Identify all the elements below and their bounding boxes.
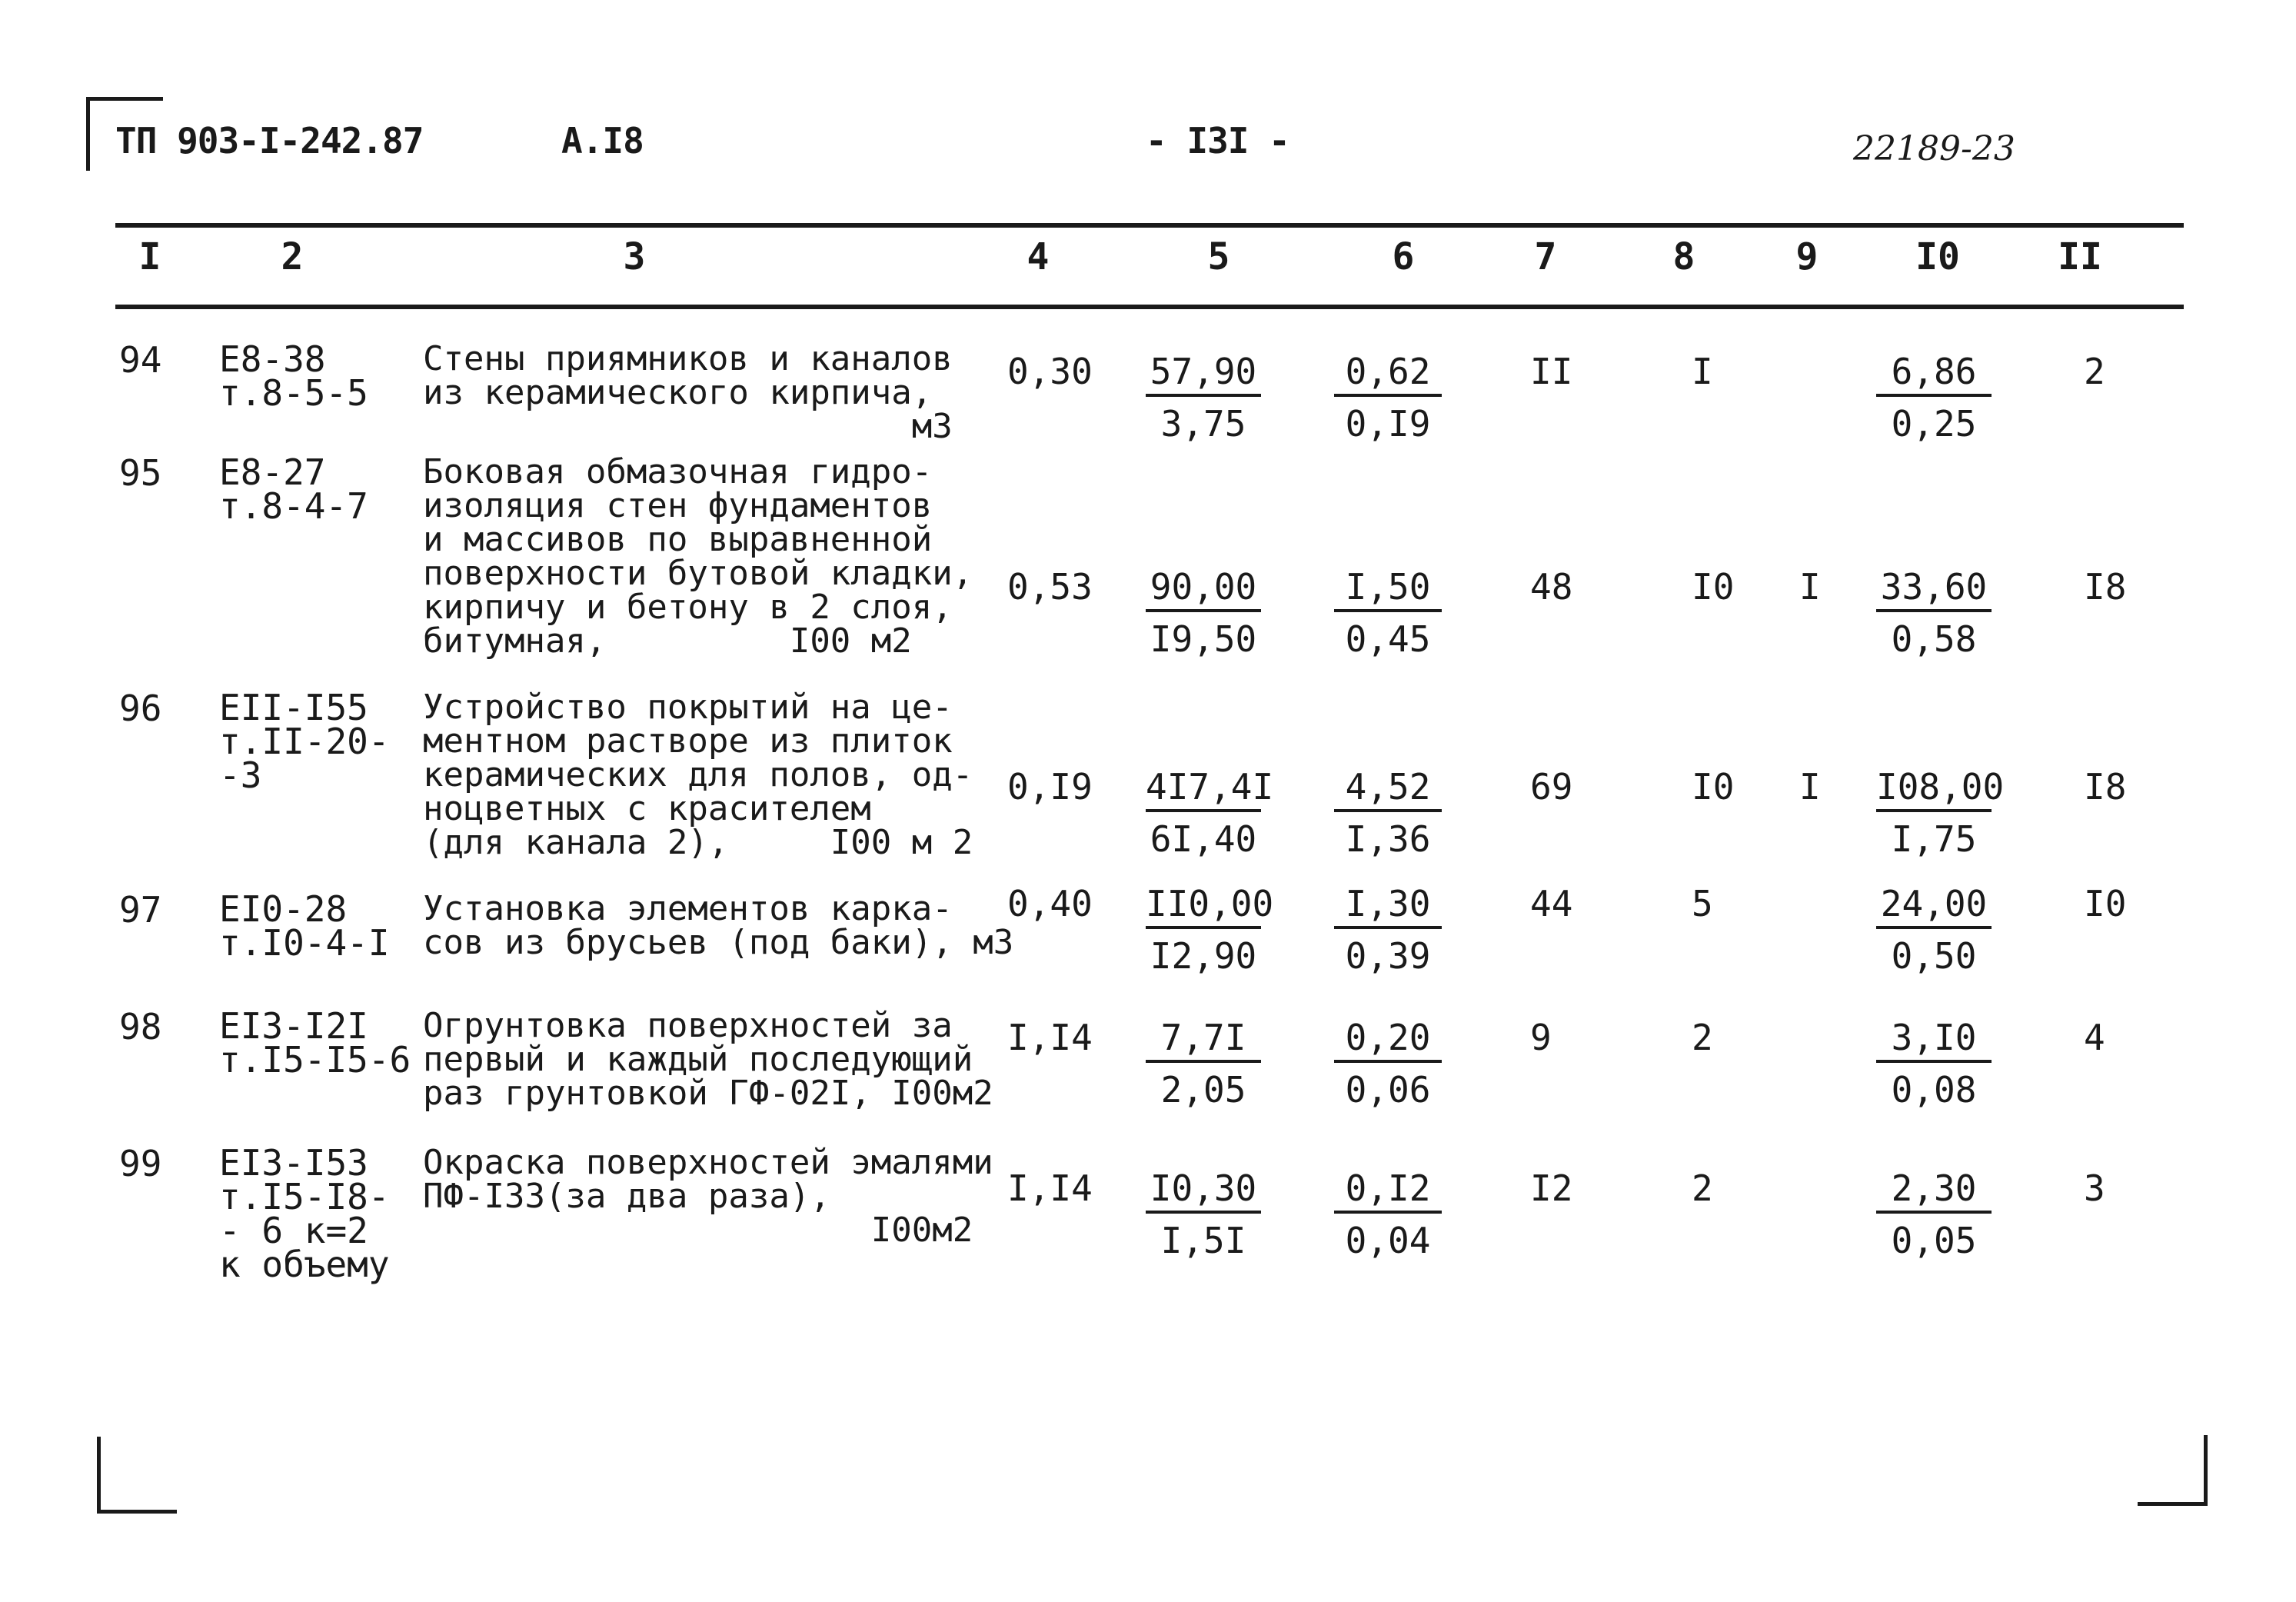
col-7-value: 9 <box>1530 1017 1552 1058</box>
wages-denominator: 0,04 <box>1345 1220 1431 1261</box>
album-number: А.I8 <box>561 120 644 162</box>
col-7-value: I2 <box>1530 1167 1573 1209</box>
unit-cost-denominator: 3,75 <box>1160 403 1246 445</box>
wages-numerator: 0,I2 <box>1334 1171 1442 1214</box>
col-9-value: I <box>1799 566 1821 608</box>
total-cost-denominator: 0,58 <box>1891 618 1977 660</box>
document-code: ТП 903-I-242.87 <box>115 120 424 162</box>
col-8-value: 2 <box>1692 1017 1713 1058</box>
total-cost-numerator: 33,60 <box>1876 569 1992 612</box>
col-7-value: 48 <box>1530 566 1573 608</box>
corner-mark-bottom-left-h <box>97 1510 177 1514</box>
wages-denominator: 0,I9 <box>1345 403 1431 445</box>
col-8-value: 5 <box>1692 883 1713 924</box>
col-8-value: I0 <box>1692 766 1735 808</box>
wages-denominator: 0,39 <box>1345 935 1431 977</box>
col-11-value: I8 <box>2084 766 2127 808</box>
col-7-value: 69 <box>1530 766 1573 808</box>
wages <box>1334 766 1442 860</box>
total-cost <box>1876 351 1992 445</box>
col-8-value: 2 <box>1692 1167 1713 1209</box>
unit-cost-numerator: 57,90 <box>1146 354 1261 397</box>
col-11-value: I0 <box>2084 883 2127 924</box>
corner-mark-bottom-right <box>2204 1435 2208 1506</box>
unit-cost-numerator: II0,00 <box>1146 886 1261 929</box>
wages-denominator: 0,45 <box>1345 618 1431 660</box>
col-11-value: 2 <box>2084 351 2105 392</box>
unit-cost <box>1146 883 1274 977</box>
unit-cost-denominator: I,5I <box>1160 1220 1246 1261</box>
unit-cost <box>1146 351 1261 445</box>
column-header-5: 5 <box>1207 235 1230 278</box>
column-header-2: 2 <box>281 235 304 278</box>
col-7-value: II <box>1530 351 1573 392</box>
price-code: ЕI3-I53 т.I5-I8- - 6 к=2 к объему <box>219 1142 390 1285</box>
column-header-9: 9 <box>1795 235 1818 278</box>
total-cost-denominator: 0,50 <box>1891 935 1977 977</box>
wages-numerator: 4,52 <box>1334 769 1442 812</box>
wages-numerator: 0,62 <box>1334 354 1442 397</box>
total-cost-denominator: 0,05 <box>1891 1220 1977 1261</box>
total-cost <box>1876 1017 1992 1111</box>
work-description: Установка элементов карка- сов из брусьев (под баки), м3 <box>423 889 1014 962</box>
wages <box>1334 1167 1442 1261</box>
total-cost <box>1876 1167 1992 1261</box>
column-header-10: I0 <box>1915 235 1960 278</box>
wages-numerator: I,50 <box>1334 569 1442 612</box>
row-number: 99 <box>119 1143 162 1184</box>
wages <box>1334 351 1442 445</box>
price-code: ЕI0-28 т.I0-4-I <box>219 888 390 964</box>
total-cost-numerator: 3,I0 <box>1876 1020 1992 1063</box>
col-11-value: 4 <box>2084 1017 2105 1058</box>
column-header-8: 8 <box>1672 235 1695 278</box>
column-header-1: I <box>138 235 161 278</box>
col-9-value: I <box>1799 766 1821 808</box>
unit-cost <box>1146 1017 1261 1111</box>
row-number: 98 <box>119 1006 162 1047</box>
quantity: 0,30 <box>1007 351 1093 392</box>
total-cost-denominator: 0,08 <box>1891 1069 1977 1111</box>
col-8-value: I0 <box>1692 566 1735 608</box>
col-11-value: 3 <box>2084 1167 2105 1209</box>
total-cost-numerator: 24,00 <box>1876 886 1992 929</box>
unit-cost-numerator: 90,00 <box>1146 569 1261 612</box>
work-description: Огрунтовка поверхностей за первый и каждый последующий раз грунтовкой ГФ-02I, I00м2 <box>423 1006 993 1113</box>
wages <box>1334 566 1442 660</box>
wages-numerator: 0,20 <box>1334 1020 1442 1063</box>
wages <box>1334 1017 1442 1111</box>
unit-cost-denominator: 6I,40 <box>1150 818 1257 860</box>
work-description: Боковая обмазочная гидро- изоляция стен фундаментов и массивов по выравненной поверхности бутовой кладки, кирпичу и бетону в 2 слоя, битумная, I00 м2 <box>423 452 973 661</box>
quantity: 0,53 <box>1007 566 1093 608</box>
work-description: Окраска поверхностей эмалями ПФ-I33(за два раза), I00м2 <box>423 1143 993 1250</box>
row-number: 97 <box>119 889 162 931</box>
unit-cost-numerator: I0,30 <box>1146 1171 1261 1214</box>
table-top-rule <box>115 223 2184 228</box>
handwritten-inventory-number: 22189-23 <box>1853 129 2015 168</box>
total-cost <box>1876 766 2005 860</box>
corner-mark-top-left-h <box>86 97 163 101</box>
total-cost-numerator: I08,00 <box>1876 769 1992 812</box>
unit-cost-denominator: I9,50 <box>1150 618 1257 660</box>
wages <box>1334 883 1442 977</box>
row-number: 96 <box>119 688 162 729</box>
corner-mark-bottom-right-h <box>2138 1502 2208 1506</box>
unit-cost <box>1146 1167 1261 1261</box>
corner-mark-bottom-left <box>97 1437 101 1514</box>
total-cost-numerator: 2,30 <box>1876 1171 1992 1214</box>
column-header-4: 4 <box>1027 235 1050 278</box>
unit-cost-numerator: 7,7I <box>1146 1020 1261 1063</box>
total-cost-denominator: I,75 <box>1891 818 1977 860</box>
col-8-value: I <box>1692 351 1713 392</box>
total-cost-denominator: 0,25 <box>1891 403 1977 445</box>
quantity: 0,40 <box>1007 883 1093 924</box>
price-code: Е8-27 т.8-4-7 <box>219 451 368 527</box>
work-description: Стены приямников и каналов из керамического кирпича, м3 <box>423 339 953 446</box>
col-11-value: I8 <box>2084 566 2127 608</box>
wages-numerator: I,30 <box>1334 886 1442 929</box>
price-code: Е8-38 т.8-5-5 <box>219 338 368 414</box>
unit-cost-denominator: 2,05 <box>1160 1069 1246 1111</box>
col-7-value: 44 <box>1530 883 1573 924</box>
page-number: - I3I - <box>1146 120 1289 162</box>
total-cost-numerator: 6,86 <box>1876 354 1992 397</box>
unit-cost-numerator: 4I7,4I <box>1146 769 1261 812</box>
column-header-11: II <box>2058 235 2102 278</box>
corner-mark-top-left <box>86 97 90 171</box>
total-cost <box>1876 883 1992 977</box>
wages-denominator: 0,06 <box>1345 1069 1431 1111</box>
unit-cost-denominator: I2,90 <box>1150 935 1257 977</box>
price-code: ЕI3-I2I т.I5-I5-6 <box>219 1005 411 1081</box>
column-header-7: 7 <box>1534 235 1557 278</box>
table-header-rule <box>115 305 2184 309</box>
work-description: Устройство покрытий на це- ментном растворе из плиток керамических для полов, од- ноцветных с красителем (для канала 2), I00 м 2 <box>423 688 973 862</box>
quantity: I,I4 <box>1007 1017 1093 1058</box>
column-header-6: 6 <box>1392 235 1415 278</box>
total-cost <box>1876 566 1992 660</box>
price-code: ЕII-I55 т.II-20- -3 <box>219 687 390 796</box>
unit-cost <box>1146 566 1261 660</box>
unit-cost <box>1146 766 1274 860</box>
row-number: 95 <box>119 452 162 494</box>
quantity: 0,I9 <box>1007 766 1093 808</box>
wages-denominator: I,36 <box>1345 818 1431 860</box>
quantity: I,I4 <box>1007 1167 1093 1209</box>
column-header-3: 3 <box>623 235 646 278</box>
row-number: 94 <box>119 339 162 381</box>
